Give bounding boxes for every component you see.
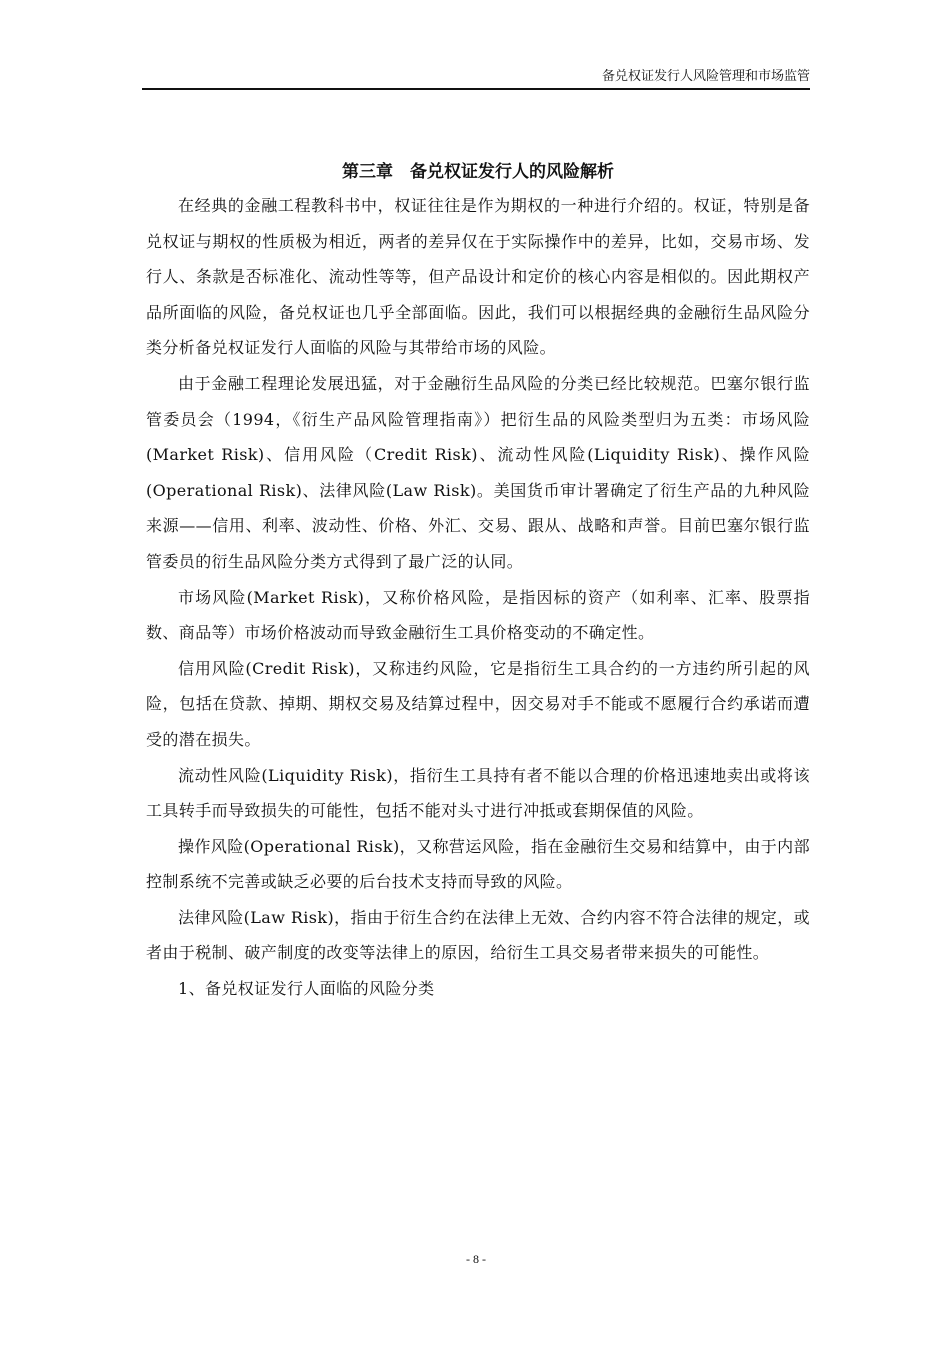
paragraph-credit-risk: 信用风险(Credit Risk)，又称违约风险，它是指衍生工具合约的一方违约所引起的风险，包括在贷款、掉期、期权交易及结算过程中，因交易对手不能或不愿履行合约承诺而遭受的潜在损失。 [146,658,810,749]
paragraph-intro: 在经典的金融工程教科书中，权证往往是作为期权的一种进行介绍的。权证，特别是备兑权证与期权的性质极为相近，两者的差异仅在于实际操作中的差异，比如，交易市场、发行人、条款是否标准化、流动性等等，但产品设计和定价的核心内容是相似的。因此期权产品所面临的风险，备兑权证也几乎全部面临。因此，我们可以根据经典的金融衍生品风险分类分析备兑权证发行人面临的风险与其带给市场的风险。 [146,196,810,358]
header-rule [142,88,810,90]
running-header: 备兑权证发行人风险管理和市场监管 [601,69,810,84]
paragraph-law-risk: 法律风险(Law Risk)，指由于衍生合约在法律上无效、合约内容不符合法律的规定，或者由于税制、破产制度的改变等法律上的原因，给衍生工具交易者带来损失的可能性。 [146,907,810,963]
paragraph-risk-classification: 由于金融工程理论发展迅猛，对于金融衍生品风险的分类已经比较规范。巴塞尔银行监管委员会（1994，《衍生产品风险管理指南》）把衍生品的风险类型归为五类：市场风险(Market Risk)、信用风险（Credit Risk)、流动性风险(Liquidity Risk)、操作风险(Operational Risk)、法律风险(Law Risk)。美国货币审计署确定了衍生产品的九种风险来源——信用、利率、波动性、价格、外汇、交易、跟从、战略和声誉。目前巴塞尔银行监管委员的衍生品风险分类方式得到了最广泛的认同。 [146,373,810,571]
page-body [146,156,810,1007]
paragraph-market-risk: 市场风险(Market Risk)，又称价格风险，是指因标的资产（如利率、汇率、股票指数、商品等）市场价格波动而导致金融衍生工具价格变动的不确定性。 [146,587,810,643]
paragraph-liquidity-risk: 流动性风险(Liquidity Risk)，指衍生工具持有者不能以合理的价格迅速地卖出或将该工具转手而导致损失的可能性，包括不能对头寸进行冲抵或套期保值的风险。 [146,765,810,821]
paragraph-operational-risk: 操作风险(Operational Risk)，又称营运风险，指在金融衍生交易和结算中，由于内部控制系统不完善或缺乏必要的后台技术支持而导致的风险。 [146,836,810,892]
section-heading-issuer-risk: 1、备兑权证发行人面临的风险分类 [178,979,435,999]
page-number: - 8 - [466,1252,486,1266]
chapter-title: 第三章 备兑权证发行人的风险解析 [342,162,614,182]
